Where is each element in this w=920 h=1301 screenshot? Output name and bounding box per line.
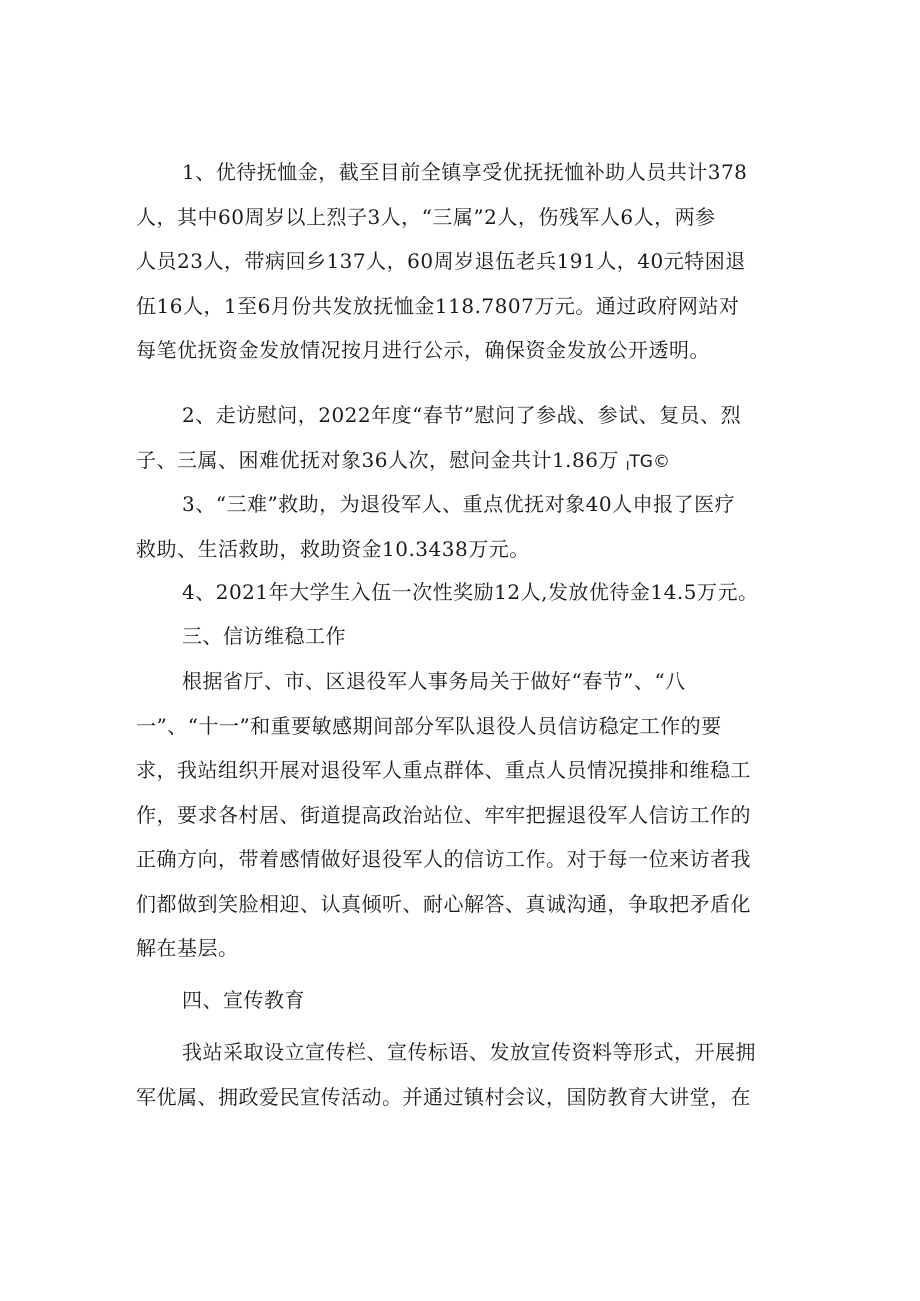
text-line: 1、优待抚恤金，截至目前全镇享受优抚抚恤补助人员共计378: [182, 160, 748, 184]
paragraph-pension: [136, 150, 791, 373]
text-line: 军优属、拥政爱民宣传活动。并通过镇村会议，国防教育大讲堂，在: [136, 1084, 751, 1109]
text-line: 根据省厅、市、区退役军人事务局关于做好“春节”、“八: [182, 669, 686, 693]
text-line: 救助、生活救助，救助资金10.3438万元。: [136, 536, 530, 561]
paragraph-petition: [136, 659, 791, 971]
text-line: 人员23人，带病回乡137人，60周岁退伍老兵191人，40元特困退: [136, 249, 746, 273]
section-heading-publicity: [136, 978, 791, 1023]
text-line: 每笔优抚资金发放情况按月进行公示，确保资金发放公开透明。: [136, 338, 710, 362]
text-line: [136, 438, 791, 483]
text-line: 一”、“十一”和重要敏感期间部分军队退役人员信访稳定工作的要: [136, 713, 722, 738]
paragraph-relief: [136, 482, 791, 571]
text-line: 解在基层。: [136, 936, 239, 960]
text-line: 伍16人，1至6月份共发放抚恤金118.7807万元。通过政府网站对: [136, 293, 740, 318]
heading-text: 三、信访维稳工作: [182, 624, 346, 648]
text-line: 2、走访慰问，2022年度“春节”慰问了参战、参试、复员、烈: [182, 403, 742, 427]
paragraph-visits: [136, 393, 791, 482]
text-line: 正确方向，带着感情做好退役军人的信访工作。对于每一位来访者我: [136, 847, 751, 871]
paragraph-students: [136, 570, 791, 615]
ocr-artifact-text: TG©: [629, 451, 670, 472]
text-line: 人，其中60周岁以上烈子3人，“三属”2人，伤残军人6人，两参: [136, 204, 716, 229]
text-line: 作，要求各村居、街道提高政治站位、牢牢把握退役军人信访工作的: [136, 802, 751, 827]
ocr-artifact: [626, 452, 670, 472]
text-line: 3、“三难”救助，为退役军人、重点优抚对象40人申报了医疗: [182, 492, 736, 516]
heading-text: 四、宣传教育: [182, 988, 305, 1012]
text-line: 们都做到笑脸相迎、认真倾听、耐心解答、真诚沟通，争取把矛盾化: [136, 891, 751, 916]
text-line: 我站采取设立宣传栏、宣传标语、发放宣传资料等形式，开展拥: [182, 1040, 756, 1064]
section-heading-petition: [136, 614, 791, 659]
text-segment: 子、三属、困难优抚对象36人次，慰问金共计1.86万: [136, 447, 619, 472]
text-line: 4、2021年大学生入伍一次性奖励12人,发放优待金14.5万元。: [182, 580, 759, 604]
paragraph-publicity: [136, 1030, 791, 1119]
text-line: 求，我站组织开展对退役军人重点群体、重点人员情况摸排和维稳工: [136, 758, 751, 782]
ocr-artifact-sub: I: [625, 458, 630, 473]
